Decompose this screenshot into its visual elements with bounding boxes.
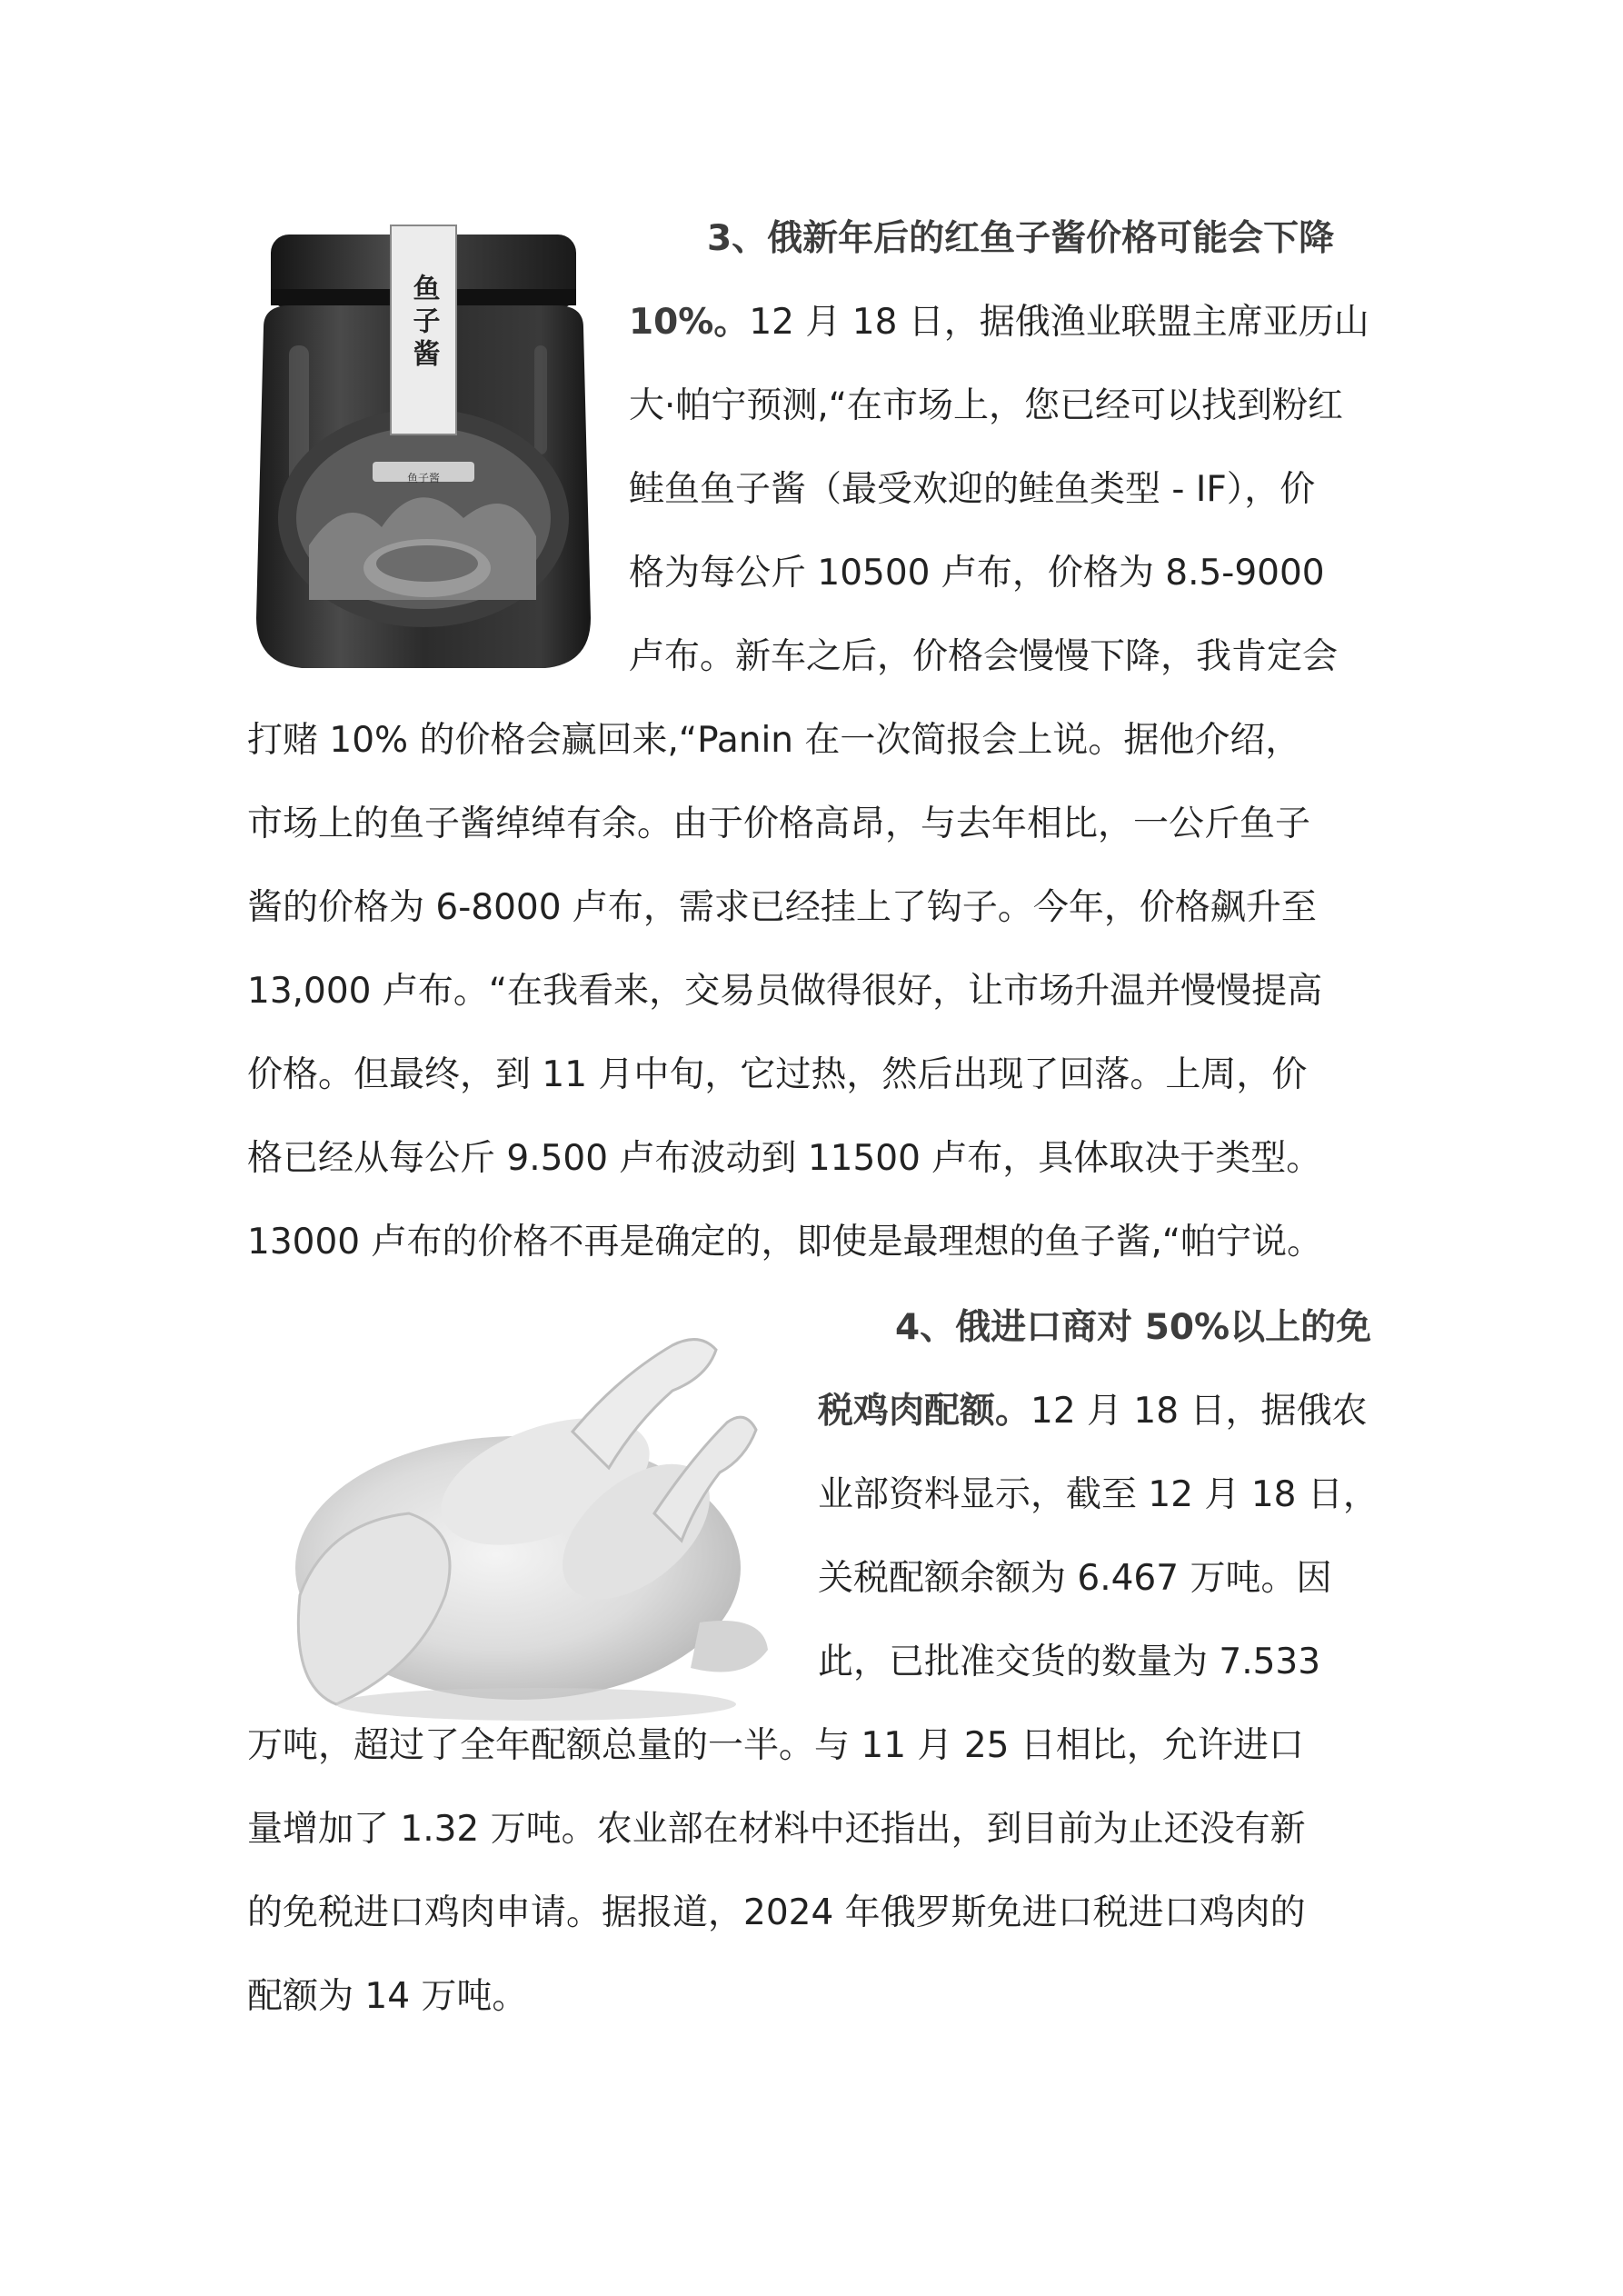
paragraph-line: [0, 533, 1623, 614]
paragraph-line-text: 打赌 10% 的价格会赢回来,“Panin 在一次简报会上说。据他介绍，: [247, 720, 1301, 761]
section3-title: 3、俄新年后的红鱼子酱价格可能会下降: [707, 218, 1335, 259]
section4-title-line: [0, 1287, 1623, 1369]
section4-title: 4、俄进口商对 50%以上的免: [895, 1307, 1372, 1348]
paragraph-line: [0, 616, 1623, 698]
paragraph-line: [0, 1202, 1623, 1283]
paragraph-line-text: 格为每公斤 10500 卢布，价格为 8.5-9000: [629, 553, 1325, 594]
paragraph-line: [0, 867, 1623, 949]
paragraph-line-text: 业部资料显示，截至 12 月 18 日，: [818, 1474, 1379, 1515]
paragraph-line: [0, 1872, 1623, 1954]
paragraph-line-text: 13000 卢布的价格不再是确定的，即使是最理想的鱼子酱,“帕宁说。: [247, 1222, 1323, 1263]
paragraph-line: [0, 784, 1623, 865]
paragraph-line: [0, 365, 1623, 447]
paragraph-line-text: 格已经从每公斤 9.500 卢布波动到 11500 卢布，具体取决于类型。: [247, 1138, 1322, 1179]
paragraph-line-text: 量增加了 1.32 万吨。农业部在材料中还指出，到目前为止还没有新: [247, 1809, 1306, 1850]
paragraph-line: [0, 1538, 1623, 1620]
paragraph-line: [0, 449, 1623, 531]
paragraph-line-text: 此，已批准交货的数量为 7.533: [818, 1642, 1321, 1682]
section3-line-1: [0, 282, 1623, 364]
section4-line-1-text: 12 月 18 日，据俄农: [1031, 1391, 1368, 1432]
section3-line-1-text: 12 月 18 日，据俄渔业联盟主席亚历山: [749, 302, 1369, 343]
paragraph-line-text: 的免税进口鸡肉申请。据报道，2024 年俄罗斯免进口税进口鸡肉的: [247, 1892, 1306, 1933]
paragraph-line: [0, 951, 1623, 1033]
paragraph-line-text: 鲑鱼鱼子酱（最受欢迎的鲑鱼类型 - IF），价: [629, 469, 1316, 510]
paragraph-line: [0, 1956, 1623, 2038]
jar-small-label: 鱼子酱: [406, 472, 441, 484]
paragraph-line-text: 关税配额余额为 6.467 万吨。因: [818, 1558, 1332, 1599]
section3-title-line: [0, 198, 1623, 280]
paragraph-line-text: 万吨，超过了全年配额总量的一半。与 11 月 25 日相比，允许进口: [247, 1725, 1304, 1766]
paragraph-line: [0, 1705, 1623, 1787]
paragraph-line-text: 13,000 卢布。“在我看来，交易员做得很好，让市场升温并慢慢提高: [247, 971, 1323, 1012]
section3-percent: 10%。: [629, 302, 750, 343]
paragraph-line-text: 大·帕宁预测,“在市场上，您已经可以找到粉红: [629, 385, 1343, 426]
paragraph-line: [0, 1034, 1623, 1116]
paragraph-line: [0, 1454, 1623, 1536]
paragraph-line: [0, 700, 1623, 782]
jar-label: 鱼子酱: [407, 274, 440, 372]
paragraph-line-text: 市场上的鱼子酱绰绰有余。由于价格高昂，与去年相比，一公斤鱼子: [247, 804, 1311, 844]
paragraph-line-text: 价格。但最终，到 11 月中旬，它过热，然后出现了回落。上周，价: [247, 1054, 1308, 1095]
paragraph-line: [0, 1789, 1623, 1871]
paragraph-line-text: 配额为 14 万吨。: [247, 1976, 528, 2017]
paragraph-line-text: 酱的价格为 6-8000 卢布，需求已经挂上了钩子。今年，价格飙升至: [247, 887, 1317, 928]
section4-line-1: [0, 1371, 1623, 1452]
paragraph-line: [0, 1118, 1623, 1200]
section4-bold-lead: 税鸡肉配额。: [818, 1391, 1031, 1432]
paragraph-line-text: 卢布。新车之后，价格会慢慢下降，我肯定会: [629, 636, 1339, 677]
paragraph-line: [0, 1622, 1623, 1703]
